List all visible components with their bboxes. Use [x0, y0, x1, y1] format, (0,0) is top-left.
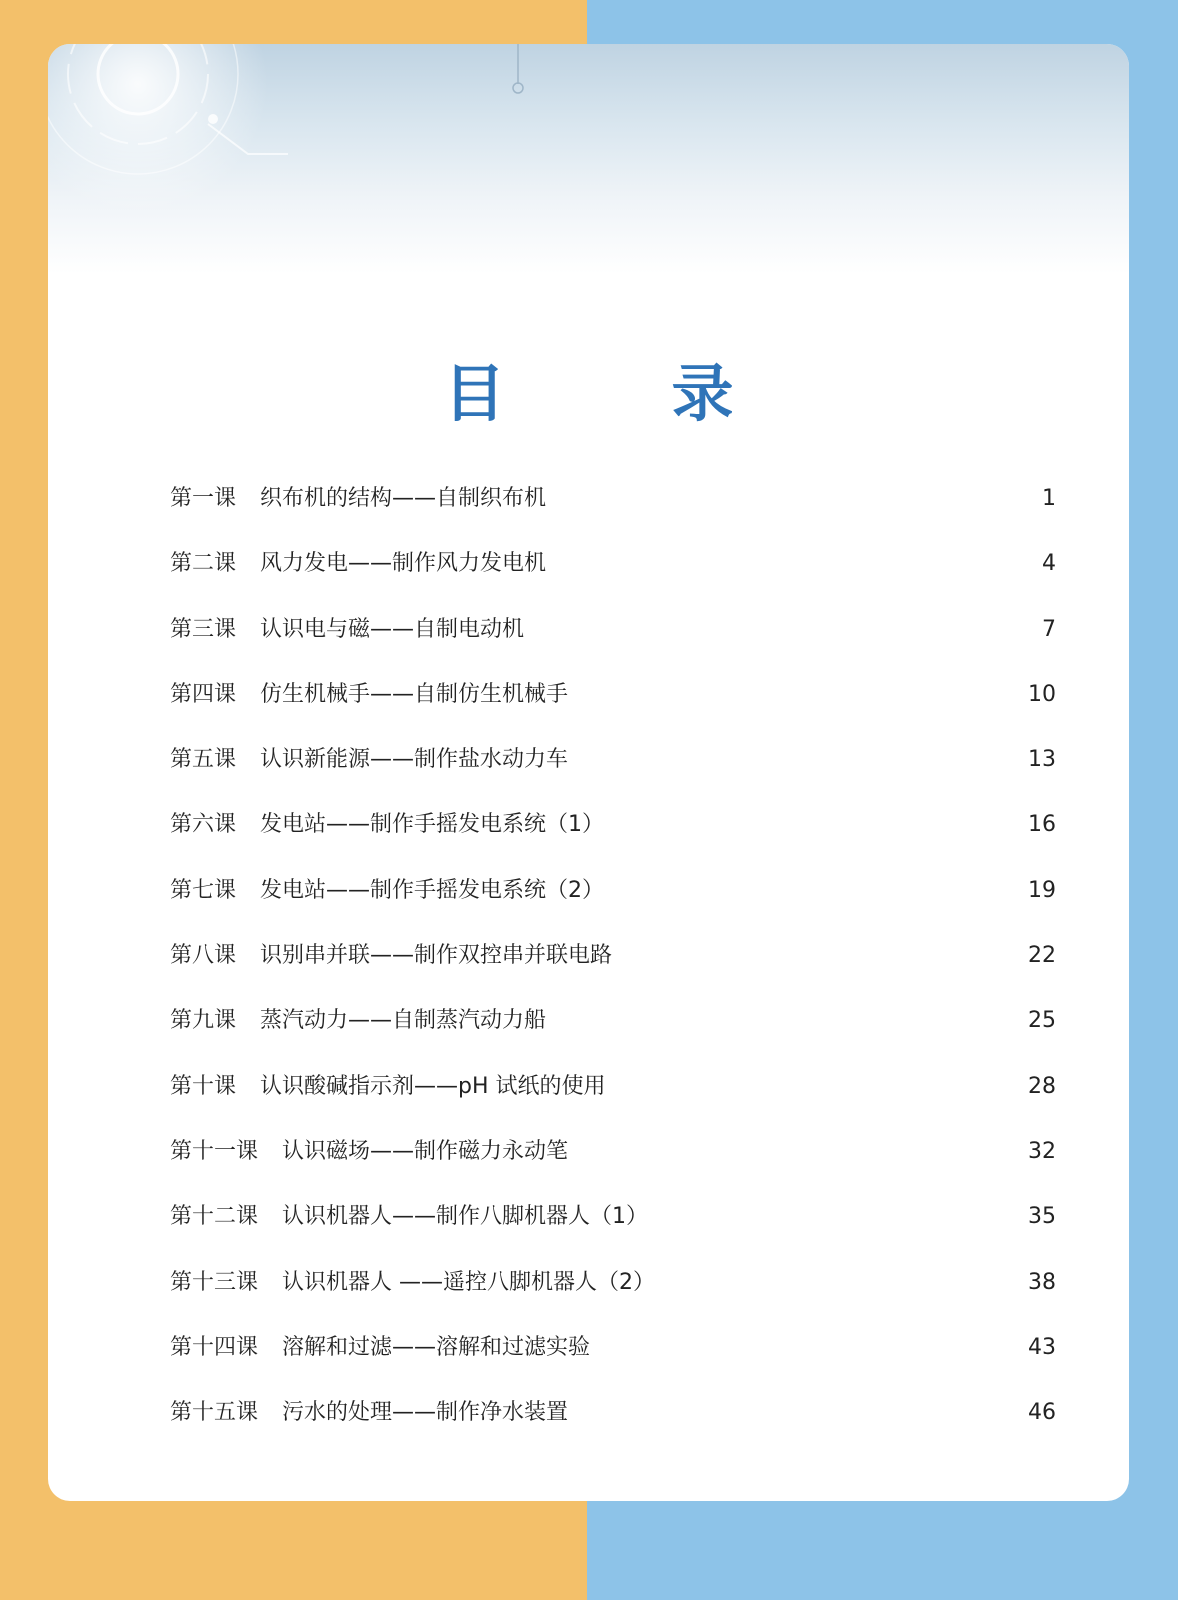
page-number: 4	[1042, 551, 1056, 577]
lesson-topic: 认识电与磁——自制电动机	[260, 616, 525, 642]
lesson-topic: 识别串并联——制作双控串并联电路	[260, 943, 613, 969]
dot-leader	[574, 1137, 1022, 1167]
toc-card	[48, 44, 1129, 1501]
lesson-topic: 蒸汽动力——自制蒸汽动力船	[260, 1008, 547, 1034]
dot-leader	[574, 680, 1022, 710]
toc-entry[interactable]	[170, 876, 1056, 941]
dot-leader	[552, 484, 1030, 514]
lesson-topic: 仿生机械手——自制仿生机械手	[260, 681, 569, 707]
lesson-number: 第十一课	[170, 1138, 259, 1164]
toc-entry[interactable]	[170, 615, 1056, 680]
lesson-number: 第六课	[170, 812, 237, 838]
toc-entry[interactable]	[170, 1202, 1056, 1267]
lesson-number: 第五课	[170, 747, 237, 773]
page-number: 35	[1028, 1204, 1056, 1230]
dot-leader	[574, 745, 1022, 775]
header-banner	[48, 44, 1129, 274]
dot-leader	[530, 615, 1030, 645]
lesson-topic: 发电站——制作手摇发电系统（1）	[260, 812, 605, 838]
dot-leader	[661, 1268, 1022, 1298]
lesson-number: 第九课	[170, 1008, 237, 1034]
toc-entry[interactable]	[170, 1072, 1056, 1137]
page-number: 19	[1028, 877, 1056, 903]
page-number: 13	[1028, 747, 1056, 773]
lesson-number: 第八课	[170, 943, 237, 969]
lesson-topic: 认识机器人 ——遥控八脚机器人（2）	[282, 1269, 656, 1295]
lesson-topic: 发电站——制作手摇发电系统（2）	[260, 877, 605, 903]
lesson-number: 第四课	[170, 681, 237, 707]
toc-entry[interactable]	[170, 1137, 1056, 1202]
toc-entry[interactable]	[170, 680, 1056, 745]
lesson-number: 第十二课	[170, 1204, 259, 1230]
dot-leader	[574, 1398, 1022, 1428]
dot-leader	[552, 549, 1030, 579]
lesson-topic: 认识新能源——制作盐水动力车	[260, 747, 569, 773]
lesson-number: 第七课	[170, 877, 237, 903]
lesson-topic: 污水的处理——制作净水装置	[282, 1400, 569, 1426]
page-number: 46	[1028, 1400, 1056, 1426]
page-number: 22	[1028, 943, 1056, 969]
lesson-topic: 溶解和过滤——溶解和过滤实验	[282, 1334, 591, 1360]
page-number: 32	[1028, 1138, 1056, 1164]
lesson-number: 第二课	[170, 551, 237, 577]
dot-leader	[654, 1202, 1022, 1232]
toc-entry[interactable]	[170, 1398, 1056, 1463]
lesson-topic: 认识机器人——制作八脚机器人（1）	[282, 1204, 649, 1230]
toc-entry[interactable]	[170, 745, 1056, 810]
table-of-contents	[170, 484, 1056, 1463]
dot-leader	[610, 810, 1022, 840]
page-number: 25	[1028, 1008, 1056, 1034]
dot-leader	[552, 1006, 1022, 1036]
toc-entry[interactable]	[170, 1006, 1056, 1071]
page-number: 28	[1028, 1073, 1056, 1099]
page-number: 43	[1028, 1334, 1056, 1360]
lesson-number: 第三课	[170, 616, 237, 642]
lesson-topic: 织布机的结构——自制织布机	[260, 486, 547, 511]
lesson-topic: 风力发电——制作风力发电机	[260, 551, 547, 577]
dot-leader	[596, 1333, 1022, 1363]
toc-entry[interactable]	[170, 484, 1056, 549]
toc-entry[interactable]	[170, 1333, 1056, 1398]
lesson-topic: 认识磁场——制作磁力永动笔	[282, 1138, 569, 1164]
lesson-number: 第十课	[170, 1073, 237, 1099]
page-number: 7	[1042, 616, 1056, 642]
page-title: 目 录	[443, 357, 786, 430]
lesson-number: 第十四课	[170, 1334, 259, 1360]
dot-leader	[612, 1072, 1022, 1102]
toc-entry[interactable]	[170, 549, 1056, 614]
page-number: 16	[1028, 812, 1056, 838]
toc-entry[interactable]	[170, 941, 1056, 1006]
lesson-number: 第一课	[170, 486, 237, 511]
lesson-topic: 认识酸碱指示剂——pH 试纸的使用	[260, 1073, 606, 1099]
tech-circle-decoration	[48, 44, 668, 274]
toc-entry[interactable]	[170, 810, 1056, 875]
lesson-number: 第十三课	[170, 1269, 259, 1295]
dot-leader	[610, 876, 1022, 906]
page-number: 10	[1028, 681, 1056, 707]
toc-entry[interactable]	[170, 1268, 1056, 1333]
page-number: 1	[1042, 486, 1056, 511]
page-number: 38	[1028, 1269, 1056, 1295]
dot-leader	[618, 941, 1022, 971]
lesson-number: 第十五课	[170, 1400, 259, 1426]
